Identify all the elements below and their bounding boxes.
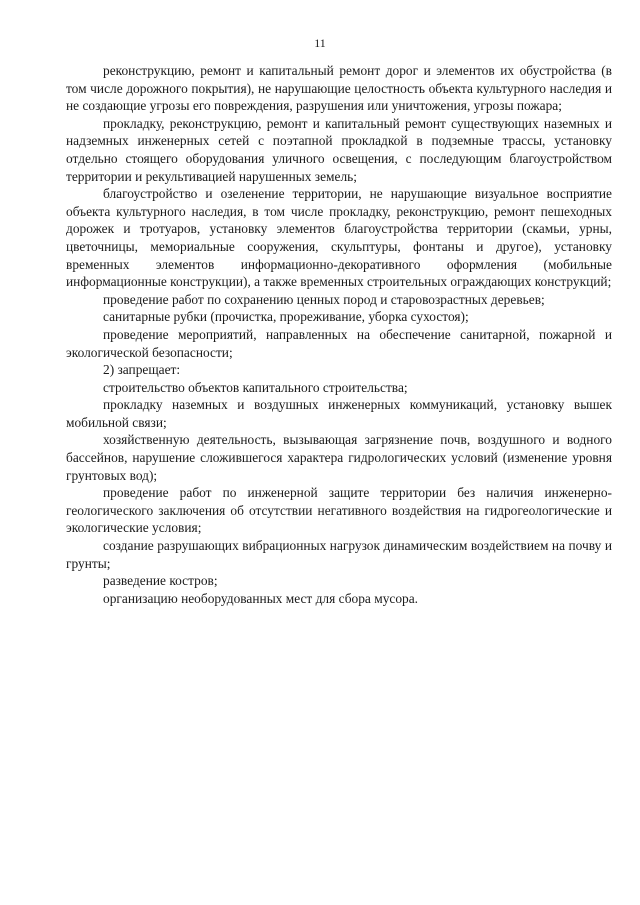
paragraph-landscaping: благоустройство и озеленение территории, не нарушающие визуальное восприятие объекта культурного наследия, в том числе прокладку, реконструкцию, ремонт пешеходных дорожек и тротуаров, установку элементов благоустройства территории (скамьи, урны, цветочницы, мемориальные сооружения, скульптуры, фонтаны и другое), установку временных элементов информационно-декоративного оформления (мобильные информационные конструкции), а также временных строительных ограждающих конструкций; xyxy=(66,186,612,290)
paragraph-economic-activity: хозяйственную деятельность, вызывающая загрязнение почв, воздушного и водного бассейнов, нарушение сложившегося характера гидрологических условий (изменение уровня грунтовых вод); xyxy=(66,432,612,483)
paragraph-tree-preservation: проведение работ по сохранению ценных пород и старовозрастных деревьев; xyxy=(103,291,545,307)
paragraph-sanitary-felling: санитарные рубки (прочистка, прореживание, уборка сухостоя); xyxy=(103,309,469,325)
paragraph-safety-measures: проведение мероприятий, направленных на обеспечение санитарной, пожарной и экологической безопасности; xyxy=(66,326,612,360)
paragraph-engineering-networks: прокладку, реконструкцию, ремонт и капитальный ремонт существующих наземных и надземных инженерных сетей с поэтапной прокладкой в подземные трассы, установку отдельно стоящего оборудования уличного освещения, с последующим благоустройством территории и рекультивацией нарушенных земель; xyxy=(66,115,612,184)
document-body xyxy=(66,62,612,607)
paragraph-prohibits-heading: 2) запрещает: xyxy=(103,362,181,378)
paragraph-engineering-protection: проведение работ по инженерной защите территории без наличия инженерно-геологического заключения об отсутствии негативного воздействия на гидрогеологические и экологические условия; xyxy=(66,485,612,536)
paragraph-overhead-communications: прокладку наземных и воздушных инженерных коммуникаций, установку вышек мобильной связи; xyxy=(66,397,612,430)
paragraph-bonfires: разведение костров; xyxy=(103,573,218,589)
paragraph-vibration-loads: создание разрушающих вибрационных нагрузок динамическим воздействием на почву и грунты; xyxy=(66,538,612,571)
paragraph-road-reconstruction: реконструкцию, ремонт и капитальный ремонт дорог и элементов их обустройства (в том числе дорожного покрытия), не нарушающие целостность объекта культурного наследия и не создающие угрозы его повреждения, разрушения или уничтожения, угрозы пожара; xyxy=(66,63,612,114)
page-number: 11 xyxy=(314,36,326,50)
paragraph-waste-sites: организацию необорудованных мест для сбора мусора. xyxy=(103,590,419,606)
paragraph-capital-construction: строительство объектов капитального строительства; xyxy=(103,379,408,395)
